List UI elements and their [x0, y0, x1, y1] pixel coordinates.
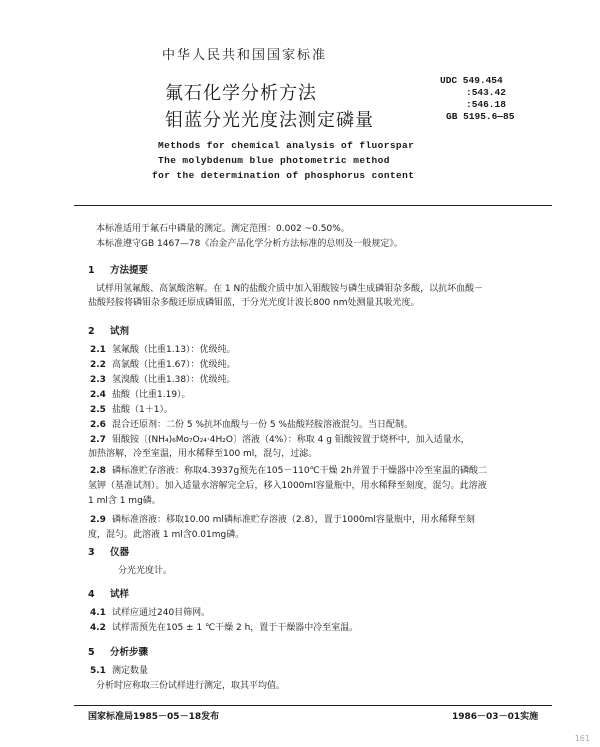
sample-item: 4.2 试样需预先在105 ± 1 ℃干燥 2 h，置于干燥器中冷至室温。 [90, 623, 359, 633]
udc-code-2: :543.42 [466, 87, 506, 98]
reagent-item-2-9-cont: 度，混匀。此溶液 1 ml含0.01mg磷。 [88, 530, 245, 540]
reagent-item-2-8-cont: 1 ml含 1 mg磷。 [88, 496, 161, 506]
reagent-item-2-8: 2.8 磷标准贮存溶液：称取4.3937g预先在105－110℃干燥 2h并置于干燥器中冷至室温的磷酸二 [90, 466, 487, 476]
title-en-line1: Methods for chemical analysis of fluorspar [158, 140, 415, 151]
approval-date: 国家标准局1985－05－18发布 [88, 712, 220, 722]
reagent-item: 2.3 氢溴酸（比重1.38）：优级纯。 [90, 375, 236, 385]
procedure-item-5-1: 5.1 测定数量 [90, 666, 149, 676]
reagent-item: 2.1 氢氟酸（比重1.13）：优级纯。 [90, 345, 236, 355]
section-title: 仪器 [110, 547, 130, 558]
title-cn-line2: 钼蓝分光光度法测定磷量 [165, 110, 374, 131]
section-number: 5 [88, 647, 95, 658]
section-number: 4 [88, 589, 95, 600]
sample-item: 4.1 试样应通过240目筛网。 [90, 608, 211, 618]
section-5-text: 分析时应称取三份试样进行测定，取其平均值。 [96, 681, 286, 691]
section-title: 试剂 [110, 326, 130, 337]
reagent-item-2-7: 2.7 钼酸铵〔(NH₄)₆Mo₇O₂₄·4H₂O〕溶液（4%）：称取 4 g 钼酸铵置于烧杯中，加入适量水， [90, 435, 470, 445]
reagent-item: 2.6 混合还原剂：二份 5 %抗坏血酸与一份 5 %盐酸羟胺溶液混匀。当日配制。 [90, 420, 414, 430]
section-number: 2 [88, 326, 95, 337]
intro-scope: 本标准适用于氟石中磷量的测定。测定范围：0.002 ~0.50%。 [96, 224, 350, 234]
section-number: 1 [88, 265, 95, 276]
reagent-item-2-7-cont: 加热溶解，冷至室温，用水稀释至100 ml，混匀，过滤。 [88, 449, 318, 459]
gb-code: GB 5195.6—85 [446, 111, 515, 122]
reagent-item: 2.2 高氯酸（比重1.67）：优级纯。 [90, 360, 236, 370]
section-title: 试样 [110, 589, 130, 600]
section-number: 3 [88, 547, 95, 558]
page-number: 161 [574, 734, 590, 743]
title-cn-line1: 氟石化学分析方法 [165, 83, 317, 104]
title-en-line3: for the determination of phosphorus content [152, 170, 415, 181]
section-3-text: 分光光度计。 [118, 566, 173, 576]
section-title: 分析步骤 [110, 647, 149, 658]
reagent-item-2-9: 2.9 磷标准溶液：移取10.00 ml磷标准贮存溶液（2.8），置于1000ml容量瓶中，用水稀释至刻 [90, 515, 475, 525]
section-1-text: 盐酸羟胺将磷钼杂多酸还原成磷钼蓝，于分光光度计波长800 nm处测量其吸光度。 [88, 298, 420, 308]
section-1-text: 试样用氢氟酸、高氯酸溶解。在 1 N的盐酸介质中加入钼酸铵与磷生成磷钼杂多酸，以抗坏血酸－ [96, 284, 484, 294]
section-3-heading [88, 544, 129, 558]
reagent-item-2-8-cont: 氢钾（基准试剂）。加入适量水溶解完全后，移入1000ml容量瓶中，用水稀释至刻度，混匀。此溶液 [88, 481, 487, 491]
reagent-item: 2.4 盐酸（比重1.19）。 [90, 390, 191, 400]
udc-code-3: :546.18 [466, 99, 506, 110]
title-en-line2: The molybdenum blue photometric method [158, 155, 390, 166]
effective-date: 1986－03－01实施 [452, 712, 539, 722]
reagent-item: 2.5 盐酸（1＋1）。 [90, 405, 173, 415]
section-4-heading [88, 586, 129, 600]
section-2-heading [88, 323, 129, 337]
section-5-heading [88, 644, 148, 658]
standard-name: 中华人民共和国国家标准 [162, 48, 328, 63]
header-divider [74, 205, 552, 206]
section-1-heading [88, 262, 148, 276]
footer-divider [74, 705, 552, 706]
udc-code: UDC 549.454 [440, 75, 503, 86]
intro-reference: 本标准遵守GB 1467—78《冶金产品化学分析方法标准的总则及一般规定》。 [96, 239, 403, 249]
section-title: 方法提要 [110, 265, 149, 276]
